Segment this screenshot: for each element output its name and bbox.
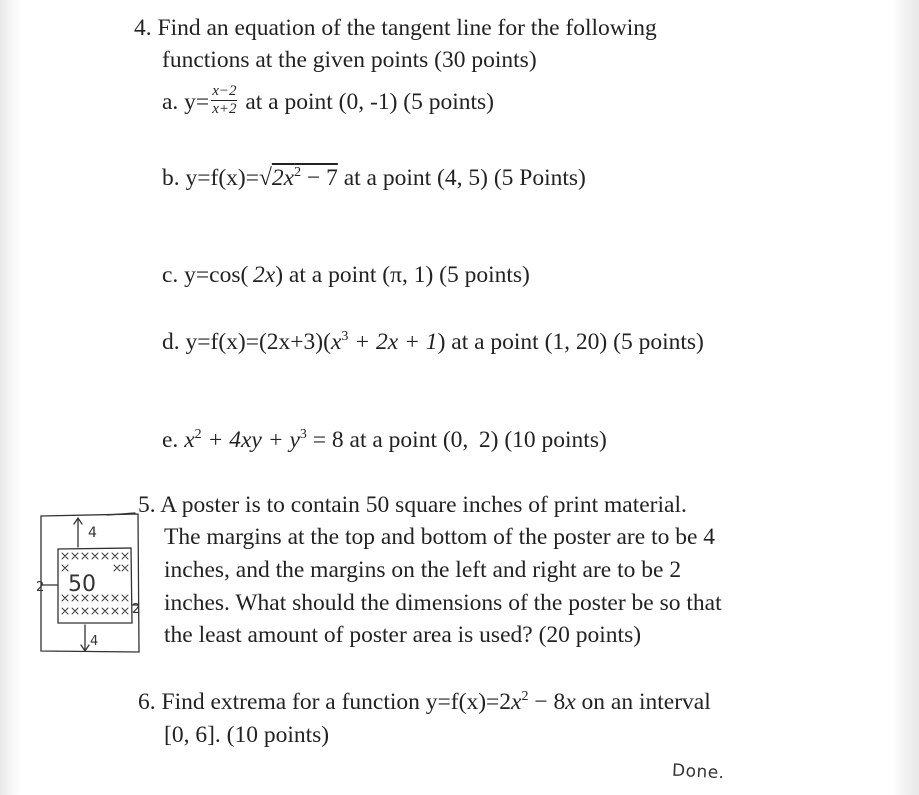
q4-heading-line2: functions at the given points (30 points) xyxy=(162,47,537,73)
q5-line-5: the least amount of poster area is used? (20 points) xyxy=(164,622,642,648)
q5-line-3: inches, and the margins on the left and right are to be 2 xyxy=(164,557,682,583)
q6-line-1: 6. Find extrema for a function $y=f(x)=2x^2 - 8x$ on an interval xyxy=(138,689,711,715)
top-margin-label: 4 xyxy=(88,525,97,541)
page-edge-right xyxy=(893,0,919,795)
top-margin-arrow xyxy=(74,518,82,547)
bottom-margin-label: 4 xyxy=(90,634,99,649)
fraction: $\frac{x-2}{x+2}$ xyxy=(212,83,237,117)
q4-part-c: c. y=cos( 2x) at a point (π, 1) (5 points) xyxy=(162,262,530,288)
poster-sketch xyxy=(10,505,150,655)
q5-line-4: inches. What should the dimensions of the poster be so that xyxy=(164,590,722,616)
q4-heading-line1: 4. Find an equation of the tangent line for the following xyxy=(134,15,657,41)
q4-part-d: d. $y=f(x)=(2x+3)(x^3 + 2x + 1)$ at a point (1, 20) (5 points) xyxy=(162,329,704,355)
q5-line-1: 5. A poster is to contain 50 square inches of print material. xyxy=(138,492,687,518)
page-edge-left xyxy=(0,0,22,795)
handwritten-done-note: Done. xyxy=(671,760,726,784)
q4-part-e: e. $x^2 + 4xy + y^3 = 8$ at a point (0, 2) (10 points) xyxy=(162,427,607,453)
bottom-margin-arrow xyxy=(81,625,89,651)
q4-part-a: a. y= $\frac{x-2}{x+2}$ at a point (0, -1) (5 points) xyxy=(162,83,494,117)
q4-part-b: b. $y=f(x)=√2x^2 - 7$ at a point (4, 5) (5 Points) xyxy=(162,165,586,191)
print-area-label: 50 xyxy=(68,572,96,597)
q6-line-2: [0, 6]. (10 points) xyxy=(164,722,330,748)
left-margin-label: 2 xyxy=(36,580,45,595)
q5-line-2: The margins at the top and bottom of the poster are to be 4 xyxy=(164,524,716,550)
right-margin-label: 2 xyxy=(132,602,141,617)
